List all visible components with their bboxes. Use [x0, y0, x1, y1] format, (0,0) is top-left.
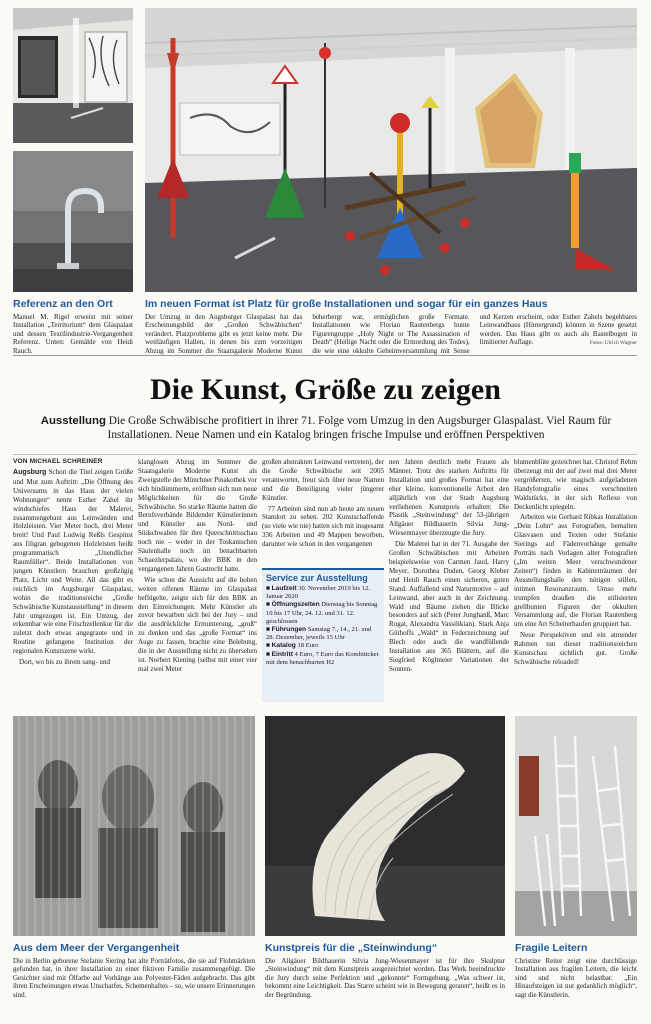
paragraph: nen Jahren deutlich mehr Frauen als Männer. Trotz des starken Auftritts für Installation und großes Format hat eine eher kleine, konventionelle Arbeit den alljährlich von der Stadt Augsburg verliehenen Kunstpreis erhalten: Die Plastik „Steinwindung“ der 53-jährigen Allgäuer Bildhauerin Silvia Jung-Wiesenmayer überzeugte die Jury. — [389, 458, 509, 538]
service-infobox — [262, 568, 384, 702]
article-column-1 — [13, 468, 133, 708]
caption-text-steinwindung: Die Allgäuer Bildhauerin Silvia Jung-Wiesenmayer ist für ihre Skulptur „Steinwindung“ mit dem Kunstpreis ausgezeichnet worden. Das Werk beeindruckte die Jury durch seine Perfektion und „gekonnte“ Formgebung. „Was schwer ist, bekommt eine Leichtigkeit. Das Starre scheint wie in Bewegung geraten“, heißt es in der Begründung. — [265, 957, 505, 999]
article-subline — [14, 414, 638, 442]
photo-heidi-rauch-painting — [13, 151, 133, 292]
infobox-title: Service zur Ausstellung — [266, 573, 368, 583]
photo-credit: Fotos: Ulrich Wagner — [589, 340, 637, 346]
caption-title-meer: Aus dem Meer der Vergangenheit — [13, 942, 180, 954]
caption-text-meer: Die in Berlin geborene Stefanie Siering hat alte Porträtfotos, die sie auf Flohmärkten gefunden hat, in ihrer Installation zu einer fiktiven Familie zusammengefügt. Die Gesichter sind mit Ölfarbe auf Vorhänge aus Polyester-Fäden aufgebracht. Das gibt ihren Erscheinungen etwas Unscharfes, Schemenhaftes – so, wie unsere Erinnerungen sind. — [13, 957, 255, 999]
infobox-item: ■ Führungen Samstag 7., 14., 21. und 28. Dezember, jeweils 15 Uhr — [266, 626, 372, 642]
article-column-5 — [514, 458, 637, 708]
infobox-item: ■ Öffnungszeiten Dienstag bis Sonntag 10 bis 17 Uhr, 24. 12. und 31. 12. geschlossen — [266, 601, 378, 625]
article-subline-text: Die Große Schwäbische profitiert in ihrer 71. Folge vom Umzug in den Augsburger Glaspalast. Viel Raum für Installationen. Neue Namen und ein Katalog bringen frische Impulse und eröffnen Perspektiven — [107, 415, 612, 441]
infobox-item: ■ Eintritt 4 Euro, 7 Euro das Kombiticket mit dem benachbarten H2 — [266, 650, 379, 666]
paragraph: Arbeiten wie Gerhard Ribkas Installation „Dein Lohn“ aus Fotografien, bemalten Glasvasen und Texten oder Stefanie Sierings auf Fädenvorhänge gemalte Porträts nach Vorlagen alter Fotografien („Im weiten Meer verschwundener Zeiten“) finden in Kabinetträumen der Ausstellungshalle den nötigen stillen, intimen Resonanzraum. Umso mehr trumpfen draußen die stilisierten grellbunten Figuren der okkulten Versammlung auf, die Florian Rautenberg um eine Art Scheiterhaufen gruppiert hat. — [514, 513, 637, 629]
paragraph: blumenblüte gezeichnet hat. Christof Rehm überzeugt mit der auf zwei mal drei Meter vergrößerten, wie magisch aufgeladenen Handyfotografie eines verschneiten Waldstücks, in der sich Reflexe von Deckenlicht spiegeln. — [514, 458, 637, 511]
divider — [13, 454, 637, 455]
dateline: Augsburg — [13, 469, 47, 476]
caption-title-leitern: Fragile Leitern — [515, 942, 588, 954]
photo-fragile-ladders — [515, 716, 637, 936]
caption-title-neues-format: Im neuen Format ist Platz für große Installationen und sogar für ein ganzes Haus — [145, 298, 548, 310]
caption-title-referenz: Referenz an den Ort — [13, 298, 113, 310]
divider — [13, 355, 637, 356]
paragraph: Die Malerei hat in der 71. Ausgabe der Großen Schwäbischen mit Arbeiten beispielsweise von Carmen Jaud, Harry Meyer, Dorothea Duden, Georg Kleber und Heidi Rauch einen sicheren, guten Stand. Auffallend sind Naturmotive – auf Leinwand, aber auch in der Zeichnung. Wald und Bäume ziehen die Blicke besonders auf sich (Peter Junghanß, Marc Rogat, Alexandra Vassilikian). Stark Anja Güthoffs „Wald“ in Federzeichnung auf Blech oder auch die wandfüllende Installation aus 365 Blättern, auf die Siegfried Köglmeier Variationen der Sonnen- — [389, 540, 509, 673]
paragraph: klanglosen Abzug im Sommer die Staatsgalerie Moderne Kunst als Zweigstelle der Münchner Pinakothek vor sich hindümmerte, eröffnen sich nun neue Möglichkeiten für die Große Schwäbische. So starke Räume hatten die Berufsverbände Bildender Künstlerinnen und Künstler aus Nord- und Südschwaben für ihre Querschnittsschau noch nie – weder in der Toskanischen Säulenhalle noch im benachbarten Schaezlerpalais, wo der BBK in den vergangenen Jahren Gastrecht hatte. — [138, 458, 257, 573]
paragraph: 77 Arbeiten sind nun ab heute am neuen Standort zu sehen. 202 Kunstschaffende (so viele wie nie) hatten sich mit insgesamt 336 Arbeiten und 49 Mappen beworben, darunter wie schon in den vergangenen — [262, 504, 384, 549]
paragraph: Schon die Titel zeigen Größe und Mut zum Auftritt: „Die Öffnung des Universums in das Haus der vielen Wohnungen“ nennt Esther Zahel ihr windschiefes Haus der Malerei, zusammengebaut aus Leinwänden und Holzleisten. Vier Meter hoch, drei Meter breit! Und Paul Ludwig Reßls Gespinst aus filigran gebogenen Holzleisten heißt programmatisch „Unendlicher Raumfüller“. Beide Installationen von jungen Künstlern brauchen großzügig Platz, Licht und Weite. All das gibt es reichlich im Augsburger Glaspalast, wohin die traditionsreiche „Große Schwäbische Kunstausstellung“ in diesem Jahr umgezogen ist. Ein Umzug, der erkennbar wie eine Frischzellenkur für die zuletzt doch etwas angegraute und in Routine gefangene Institution der regionalen Kunstszene wirkt. — [13, 468, 133, 656]
caption-text-leitern: Christine Reiter zeigt eine durchlässige Installation aus fragilen Leitern, die leicht sind und nicht belastbar. „Ein Hinaufsteigen ist nur gedanklich möglich“, sagt die Künstlerin. — [515, 957, 637, 999]
article-column-4 — [389, 458, 509, 708]
paragraph: Dort, wo bis zu ihrem sang- und — [19, 658, 111, 667]
paragraph: Neue Perspektiven und ein atmender Rahmen tun dieser traditionsreichen Kunstschau sichtlich gut. Große Schwäbische reloaded! — [514, 631, 637, 666]
infobox-item: ■ Laufzeit 30. November 2019 bis 12. Januar 2020 — [266, 585, 371, 601]
paragraph: großen abstrakten Leinwand vertreten), der die Große Schwäbische seit 2005 verantwortet, freut sich über neue Namen und die Beteiligung vieler jüngerer Künstler. — [262, 458, 384, 502]
photo-territorium-installation — [13, 8, 133, 143]
article-byline: VON MICHAEL SCHREINER — [13, 458, 103, 465]
article-column-2 — [138, 458, 257, 708]
photo-steinwindung-sculpture — [265, 716, 505, 936]
photo-siering-portraits — [13, 716, 255, 936]
caption-text-referenz: Manuel M. Rigel erweist mit seiner Installation „Territorium“ dem Glaspalast und dessen Textilindustrie-Vergangenheit Referenz. Unten: Gemälde von Heidi Rauch. — [13, 313, 133, 355]
infobox-item: ■ Katalog 18 Euro — [266, 642, 319, 650]
article-kicker: Ausstellung — [40, 415, 106, 427]
caption-title-steinwindung: Kunstpreis für die „Steinwindung“ — [265, 942, 438, 954]
article-headline: Die Kunst, Größe zu zeigen — [150, 373, 501, 406]
paragraph: Wie schon die Aussicht auf die hohen weiten offenen Räume im Glaspalast beflügelte, zeigte sich für den BBK an den Einreichungen. Mehr Künstler als zuvor bewarben sich bei der Jury – und die ausdrückliche Ermunterung, „groß“ zu denken und das „große Format“ ins Auge zu fassen, brachte eine Belebung, die in der Ausstellung nicht zu übersehen ist. Norbert Kiening (selbst mit einer vier mal zwei Meter — [138, 575, 257, 673]
caption-text-neues-format: Der Umzug in den Augsburger Glaspalast hat das Erscheinungsbild der „Großen Schwäbischen“ verändert. Platzprobleme gibt es jetzt keine mehr. Die weitläufigen Hallen, in denen bis zum vorzeitigen Abzug im Sommer die Staatsgalerie Moderne Kunst beherbergt war, ermöglichen große Formate. Installationen wie Florian Rautenbergs bunte Figurengruppe „Holy Night or The Assassination of Death“ (Heilige Nacht oder die Ermordung des Todes), die wie eine okkulte Geheimversammlung mit Sense und Kerzen erscheint, oder Esther Zahels begehbares Leinwandhaus (Hintergrund) können in Szene gesetzt werden. Das Haus gibt es auch als Bastelbogen in limitierter Auflage. — [145, 313, 637, 355]
article-column-3 — [262, 458, 384, 566]
photo-main-hall-installations — [145, 8, 637, 292]
